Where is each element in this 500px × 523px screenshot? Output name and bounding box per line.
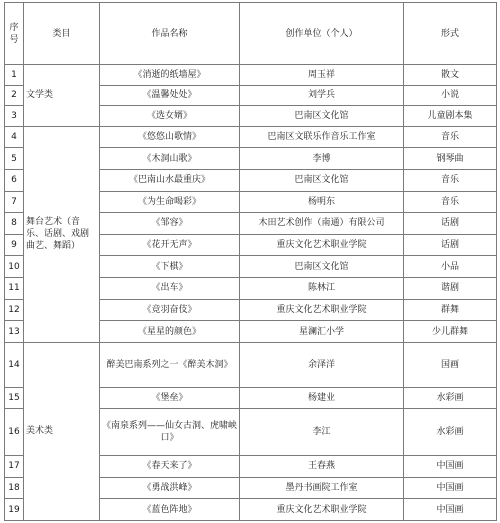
row-title: 《春天来了》 <box>100 456 240 478</box>
row-title: 《花开无声》 <box>100 234 240 256</box>
row-unit: 巴南区文联乐作音乐工作室 <box>240 126 404 148</box>
row-form: 儿童剧本集 <box>404 106 497 127</box>
row-title: 醉美巴南系列之一《醉美木洞》 <box>100 342 240 387</box>
row-form: 话剧 <box>404 213 497 235</box>
row-unit: 重庆文化艺术职业学院 <box>240 234 404 256</box>
row-index: 6 <box>5 169 24 191</box>
works-table <box>4 2 497 521</box>
header-category: 类目 <box>24 3 100 65</box>
row-form: 小品 <box>404 256 497 278</box>
row-title: 《蓝色阵地》 <box>100 499 240 521</box>
row-form: 中国画 <box>404 477 497 499</box>
row-index: 5 <box>5 148 24 170</box>
row-form: 中国画 <box>404 499 497 521</box>
row-index: 13 <box>5 321 24 343</box>
row-title: 《为生命喝彩》 <box>100 191 240 213</box>
row-title: 《悠悠山歌情》 <box>100 126 240 148</box>
row-index: 9 <box>5 234 24 256</box>
row-title: 《选女婿》 <box>100 106 240 127</box>
row-form: 散文 <box>404 65 497 86</box>
row-form: 小说 <box>404 85 497 106</box>
category-literature: 文学类 <box>24 65 100 127</box>
row-form: 钢琴曲 <box>404 148 497 170</box>
row-unit: 墨丹书画院工作室 <box>240 477 404 499</box>
row-title: 《出车》 <box>100 278 240 300</box>
row-unit: 周玉祥 <box>240 65 404 86</box>
row-unit: 陈林江 <box>240 278 404 300</box>
row-index: 16 <box>5 408 24 455</box>
row-index: 7 <box>5 191 24 213</box>
row-form: 少儿群舞 <box>404 321 497 343</box>
row-title: 《巴南山水最重庆》 <box>100 169 240 191</box>
row-title: 《邹容》 <box>100 213 240 235</box>
row-form: 音乐 <box>404 169 497 191</box>
row-unit: 星澜汇小学 <box>240 321 404 343</box>
row-title: 《竞羽奋伎》 <box>100 299 240 321</box>
row-index: 1 <box>5 65 24 86</box>
row-title: 《温馨处处》 <box>100 85 240 106</box>
header-unit: 创作单位（个人） <box>240 3 404 65</box>
row-unit: 杨建业 <box>240 388 404 409</box>
row-unit: 杨明东 <box>240 191 404 213</box>
row-index: 3 <box>5 106 24 127</box>
row-unit: 重庆文化艺术职业学院 <box>240 499 404 521</box>
row-index: 14 <box>5 342 24 387</box>
category-stage: 舞台艺术（音乐、话剧、戏剧曲艺、舞蹈） <box>24 126 100 342</box>
row-index: 2 <box>5 85 24 106</box>
row-form: 水彩画 <box>404 408 497 455</box>
table-row <box>5 126 497 148</box>
row-index: 4 <box>5 126 24 148</box>
row-unit: 余泽洋 <box>240 342 404 387</box>
row-title: 《南泉系列——仙女古洞、虎啸峡口》 <box>100 408 240 455</box>
row-title: 《堡垒》 <box>100 388 240 409</box>
row-unit: 李江 <box>240 408 404 455</box>
row-index: 19 <box>5 499 24 521</box>
row-title: 《下棋》 <box>100 256 240 278</box>
header-index-line1: 序 <box>9 22 19 33</box>
row-form: 水彩画 <box>404 388 497 409</box>
row-form: 国画 <box>404 342 497 387</box>
row-index: 10 <box>5 256 24 278</box>
row-title: 《木洞山歌》 <box>100 148 240 170</box>
row-unit: 巴南区文化馆 <box>240 256 404 278</box>
row-form: 中国画 <box>404 456 497 478</box>
row-unit: 木田艺术创作（南通）有限公司 <box>240 213 404 235</box>
row-unit: 李博 <box>240 148 404 170</box>
row-form: 音乐 <box>404 191 497 213</box>
row-form: 话剧 <box>404 234 497 256</box>
header-index <box>5 3 24 65</box>
row-form: 谐剧 <box>404 278 497 300</box>
row-index: 11 <box>5 278 24 300</box>
category-fine-art: 美术类 <box>24 342 100 520</box>
row-unit: 巴南区文化馆 <box>240 169 404 191</box>
row-index: 18 <box>5 477 24 499</box>
table-row <box>5 342 497 387</box>
row-index: 17 <box>5 456 24 478</box>
row-index: 12 <box>5 299 24 321</box>
header-form: 形式 <box>404 3 497 65</box>
header-index-line2: 号 <box>9 34 19 45</box>
row-title: 《勇战洪峰》 <box>100 477 240 499</box>
row-form: 群舞 <box>404 299 497 321</box>
row-unit: 王春燕 <box>240 456 404 478</box>
row-unit: 重庆文化艺术职业学院 <box>240 299 404 321</box>
header-row <box>5 3 497 65</box>
row-title: 《星星的颜色》 <box>100 321 240 343</box>
row-unit: 刘学兵 <box>240 85 404 106</box>
header-title: 作品名称 <box>100 3 240 65</box>
row-index: 15 <box>5 388 24 409</box>
table-row <box>5 65 497 86</box>
row-form: 音乐 <box>404 126 497 148</box>
row-index: 8 <box>5 213 24 235</box>
row-unit: 巴南区文化馆 <box>240 106 404 127</box>
row-title: 《消逝的纸墙屋》 <box>100 65 240 86</box>
